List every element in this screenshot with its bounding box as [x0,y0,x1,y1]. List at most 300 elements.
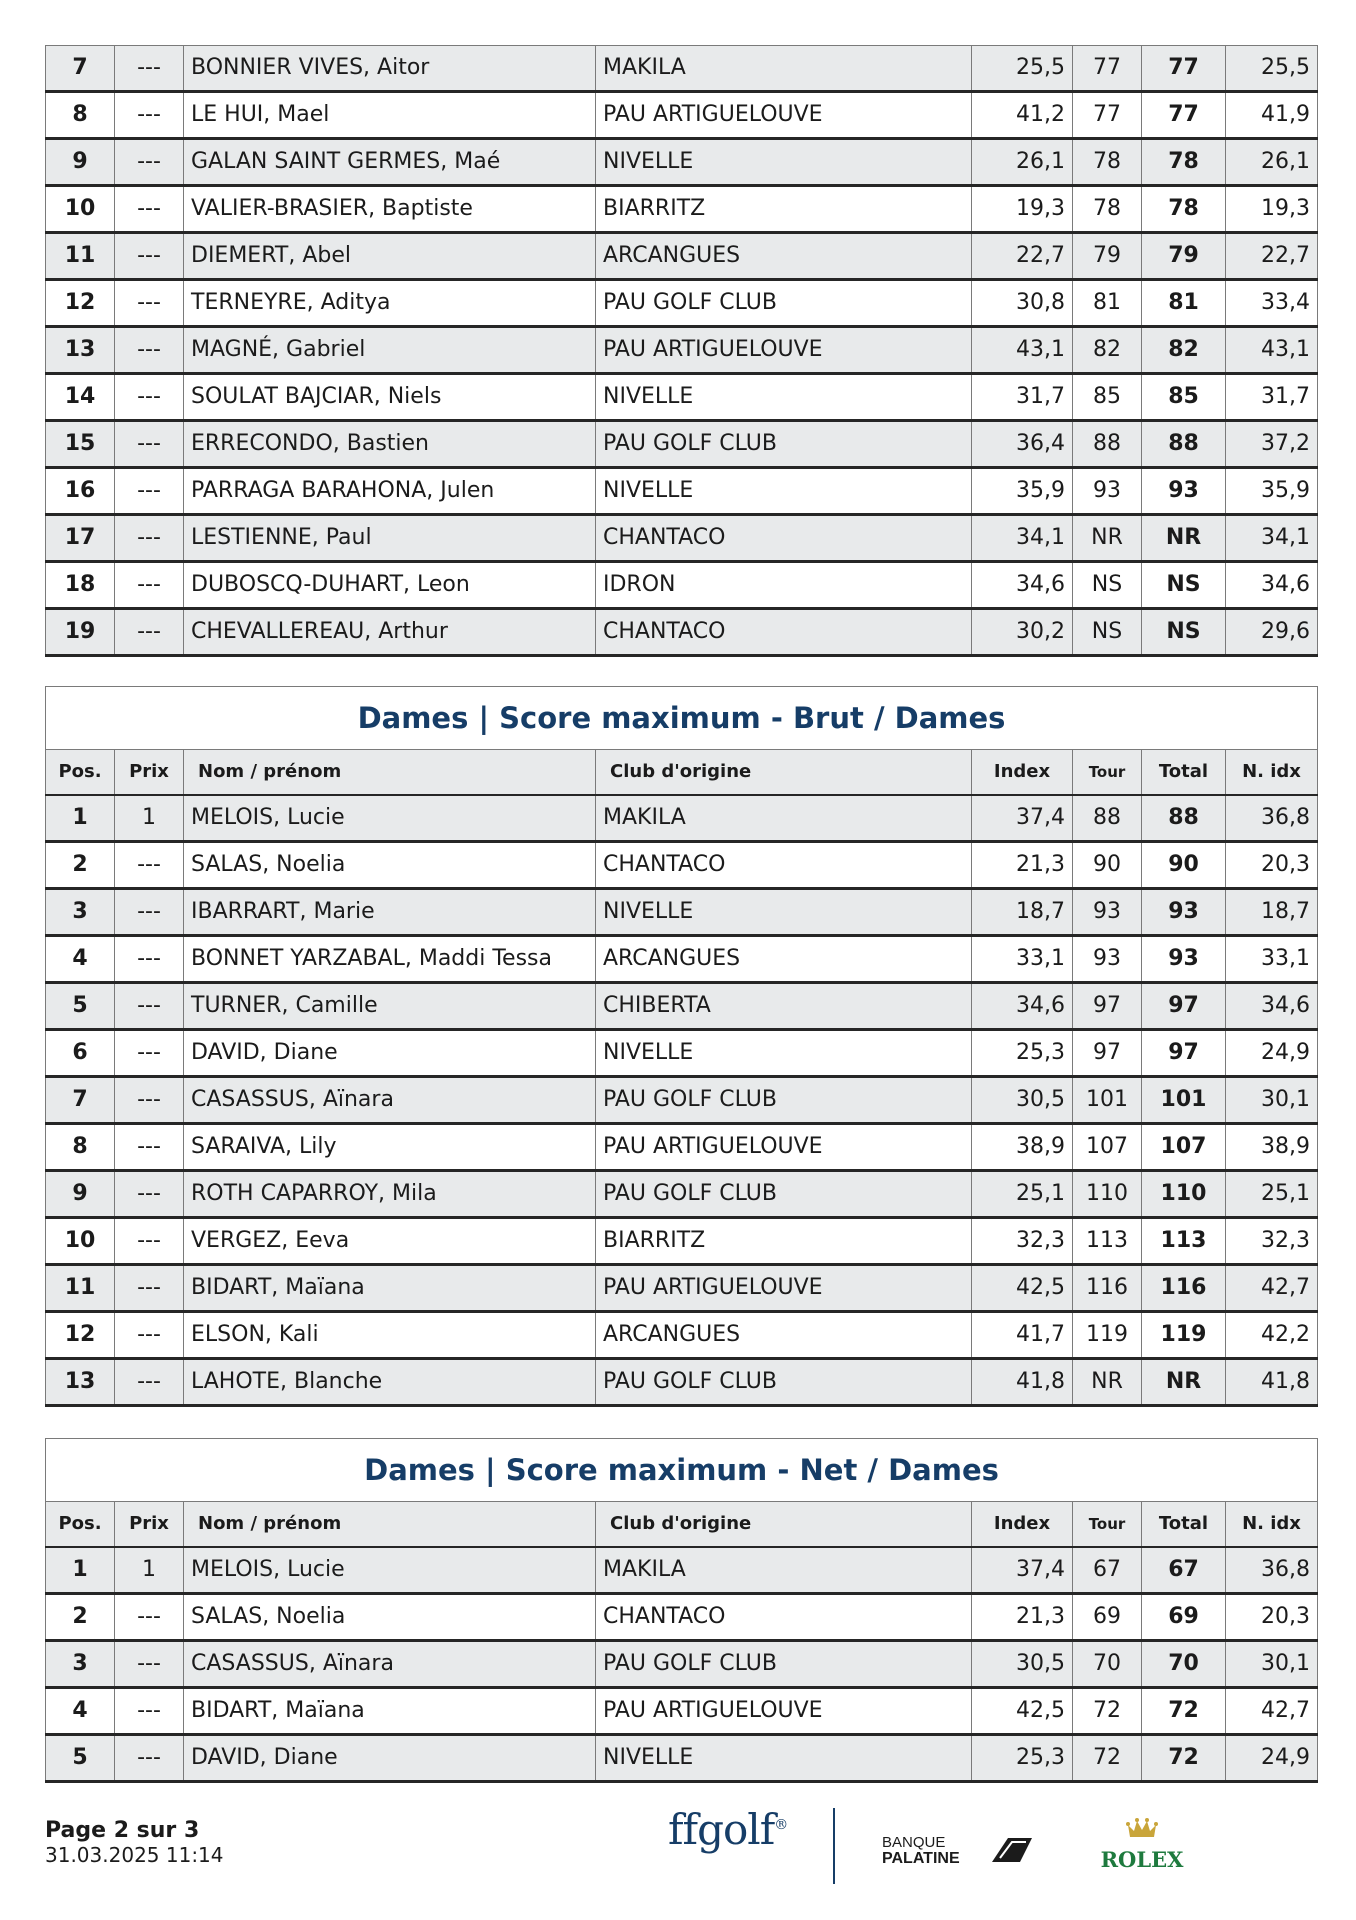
table-row [46,139,1318,186]
cell-nidx: 26,1 [1226,139,1318,186]
cell-pos: 12 [46,280,115,327]
cell-nidx: 37,2 [1226,421,1318,468]
cell-club: BIARRITZ [596,186,972,233]
cell-total: 78 [1142,186,1226,233]
cell-total: 81 [1142,280,1226,327]
cell-index: 37,4 [972,795,1073,842]
table-row [46,233,1318,280]
cell-pos: 10 [46,1218,115,1265]
cell-total: 72 [1142,1688,1226,1735]
cell-name: MAGNÉ, Gabriel [184,327,596,374]
cell-tour: 116 [1073,1265,1142,1312]
cell-prix: --- [115,1265,184,1312]
cell-prix: --- [115,1124,184,1171]
cell-pos: 1 [46,795,115,842]
cell-index: 33,1 [972,936,1073,983]
cell-club: PAU ARTIGUELOUVE [596,1124,972,1171]
cell-pos: 7 [46,1077,115,1124]
cell-club: PAU ARTIGUELOUVE [596,1265,972,1312]
rolex-crown-icon [1128,1821,1156,1837]
cell-index: 37,4 [972,1547,1073,1594]
cell-pos: 7 [46,46,115,92]
cell-total: 67 [1142,1547,1226,1594]
cell-tour: 93 [1073,936,1142,983]
cell-prix: --- [115,1594,184,1641]
cell-name: SOULAT BAJCIAR, Niels [184,374,596,421]
cell-nidx: 20,3 [1226,842,1318,889]
cell-total: 116 [1142,1265,1226,1312]
cell-pos: 11 [46,233,115,280]
cell-name: ELSON, Kali [184,1312,596,1359]
cell-club: NIVELLE [596,468,972,515]
cell-nidx: 35,9 [1226,468,1318,515]
table-row [46,280,1318,327]
cell-total: 90 [1142,842,1226,889]
cell-nidx: 34,1 [1226,515,1318,562]
cell-total: 77 [1142,92,1226,139]
cell-name: GALAN SAINT GERMES, Maé [184,139,596,186]
cell-index: 31,7 [972,374,1073,421]
palatine-line-2: PALATINE [882,1850,960,1867]
cell-name: SALAS, Noelia [184,1594,596,1641]
cell-total: NS [1142,562,1226,609]
cell-tour: 78 [1073,139,1142,186]
cell-index: 41,8 [972,1359,1073,1406]
cell-tour: 97 [1073,1030,1142,1077]
col-header-index: Index [972,1502,1073,1548]
table-row [46,374,1318,421]
cell-nidx: 29,6 [1226,609,1318,656]
table-title: Dames | Score maximum - Net / Dames [46,1439,1318,1502]
cell-club: PAU ARTIGUELOUVE [596,1688,972,1735]
cell-index: 34,1 [972,515,1073,562]
table-row [46,1594,1318,1641]
cell-prix: 1 [115,1547,184,1594]
cell-club: PAU GOLF CLUB [596,1359,972,1406]
cell-tour: NS [1073,609,1142,656]
cell-nidx: 25,1 [1226,1171,1318,1218]
cell-nidx: 31,7 [1226,374,1318,421]
cell-club: ARCANGUES [596,936,972,983]
cell-name: IBARRART, Marie [184,889,596,936]
cell-nidx: 43,1 [1226,327,1318,374]
cell-pos: 8 [46,92,115,139]
cell-club: PAU GOLF CLUB [596,1077,972,1124]
cell-prix: 1 [115,795,184,842]
cell-nidx: 19,3 [1226,186,1318,233]
cell-nidx: 30,1 [1226,1077,1318,1124]
cell-club: PAU ARTIGUELOUVE [596,327,972,374]
cell-total: 72 [1142,1735,1226,1782]
cell-total: 93 [1142,936,1226,983]
cell-pos: 13 [46,327,115,374]
cell-nidx: 38,9 [1226,1124,1318,1171]
table-row [46,562,1318,609]
cell-club: PAU ARTIGUELOUVE [596,92,972,139]
cell-pos: 14 [46,374,115,421]
cell-prix: --- [115,936,184,983]
cell-prix: --- [115,515,184,562]
cell-club: NIVELLE [596,1030,972,1077]
cell-tour: 70 [1073,1641,1142,1688]
col-header-club: Club d'origine [596,750,972,796]
cell-tour: 119 [1073,1312,1142,1359]
cell-pos: 19 [46,609,115,656]
table-row [46,609,1318,656]
cell-prix: --- [115,1312,184,1359]
table-row [46,1077,1318,1124]
cell-pos: 18 [46,562,115,609]
cell-name: SALAS, Noelia [184,842,596,889]
cell-prix: --- [115,1218,184,1265]
rolex-wordmark: ROLEX [1100,1847,1184,1872]
cell-index: 25,3 [972,1735,1073,1782]
col-header-nidx: N. idx [1226,1502,1318,1548]
cell-tour: 81 [1073,280,1142,327]
cell-nidx: 18,7 [1226,889,1318,936]
cell-pos: 4 [46,936,115,983]
cell-total: 82 [1142,327,1226,374]
cell-index: 42,5 [972,1688,1073,1735]
cell-index: 25,3 [972,1030,1073,1077]
cell-pos: 5 [46,983,115,1030]
cell-nidx: 32,3 [1226,1218,1318,1265]
cell-index: 22,7 [972,233,1073,280]
results-table-net [45,1438,1318,1783]
cell-total: 113 [1142,1218,1226,1265]
cell-tour: 78 [1073,186,1142,233]
cell-name: CASASSUS, Aïnara [184,1077,596,1124]
cell-pos: 10 [46,186,115,233]
cell-name: TERNEYRE, Aditya [184,280,596,327]
print-date: 31.03.2025 11:14 [45,1843,224,1867]
cell-tour: NS [1073,562,1142,609]
cell-club: NIVELLE [596,1735,972,1782]
cell-total: 93 [1142,889,1226,936]
cell-total: 88 [1142,795,1226,842]
cell-tour: 90 [1073,842,1142,889]
ffgolf-logo-text: ffgolf [668,1805,775,1854]
cell-total: 93 [1142,468,1226,515]
cell-index: 42,5 [972,1265,1073,1312]
cell-tour: 72 [1073,1688,1142,1735]
cell-club: IDRON [596,562,972,609]
cell-tour: 82 [1073,327,1142,374]
cell-prix: --- [115,139,184,186]
cell-nidx: 33,4 [1226,280,1318,327]
col-header-club: Club d'origine [596,1502,972,1548]
cell-nidx: 42,7 [1226,1265,1318,1312]
cell-index: 30,5 [972,1077,1073,1124]
col-header-tour: Tour [1073,1502,1142,1548]
cell-name: LAHOTE, Blanche [184,1359,596,1406]
col-header-pos: Pos. [46,750,115,796]
cell-nidx: 41,9 [1226,92,1318,139]
table-row [46,1265,1318,1312]
cell-prix: --- [115,1030,184,1077]
cell-index: 35,9 [972,468,1073,515]
cell-pos: 16 [46,468,115,515]
cell-club: CHANTACO [596,1594,972,1641]
cell-pos: 6 [46,1030,115,1077]
cell-name: SARAIVA, Lily [184,1124,596,1171]
cell-tour: 77 [1073,92,1142,139]
cell-name: ERRECONDO, Bastien [184,421,596,468]
cell-total: 85 [1142,374,1226,421]
cell-index: 41,2 [972,92,1073,139]
cell-total: NR [1142,515,1226,562]
cell-tour: NR [1073,1359,1142,1406]
cell-index: 34,6 [972,983,1073,1030]
col-header-nidx: N. idx [1226,750,1318,796]
cell-pos: 3 [46,889,115,936]
cell-pos: 1 [46,1547,115,1594]
cell-name: BIDART, Maïana [184,1265,596,1312]
cell-pos: 15 [46,421,115,468]
cell-club: PAU GOLF CLUB [596,421,972,468]
cell-club: ARCANGUES [596,233,972,280]
col-header-prix: Prix [115,750,184,796]
cell-club: NIVELLE [596,374,972,421]
cell-tour: 110 [1073,1171,1142,1218]
cell-pos: 13 [46,1359,115,1406]
cell-nidx: 25,5 [1226,46,1318,92]
cell-index: 25,5 [972,46,1073,92]
table-row [46,327,1318,374]
cell-tour: 113 [1073,1218,1142,1265]
table-row [46,1030,1318,1077]
logo-divider [833,1808,835,1884]
cell-pos: 2 [46,842,115,889]
cell-name: BIDART, Maïana [184,1688,596,1735]
table-row [46,936,1318,983]
cell-pos: 4 [46,1688,115,1735]
col-header-pos: Pos. [46,1502,115,1548]
cell-nidx: 42,2 [1226,1312,1318,1359]
table-row [46,842,1318,889]
cell-tour: NR [1073,515,1142,562]
cell-prix: --- [115,609,184,656]
cell-tour: 93 [1073,468,1142,515]
cell-tour: 79 [1073,233,1142,280]
cell-prix: --- [115,842,184,889]
cell-club: MAKILA [596,795,972,842]
cell-prix: --- [115,1171,184,1218]
cell-club: CHANTACO [596,609,972,656]
table-row [46,1124,1318,1171]
table-row [46,983,1318,1030]
col-header-prix: Prix [115,1502,184,1548]
cell-tour: 72 [1073,1735,1142,1782]
cell-tour: 67 [1073,1547,1142,1594]
col-header-name: Nom / prénom [184,1502,596,1548]
cell-prix: --- [115,1735,184,1782]
cell-tour: 88 [1073,795,1142,842]
cell-total: 97 [1142,983,1226,1030]
cell-club: NIVELLE [596,889,972,936]
cell-prix: --- [115,46,184,92]
cell-name: MELOIS, Lucie [184,1547,596,1594]
cell-total: 101 [1142,1077,1226,1124]
col-header-index: Index [972,750,1073,796]
cell-index: 18,7 [972,889,1073,936]
palatine-line-1: BANQUE [882,1834,946,1851]
cell-nidx: 20,3 [1226,1594,1318,1641]
cell-index: 30,2 [972,609,1073,656]
cell-index: 38,9 [972,1124,1073,1171]
cell-prix: --- [115,233,184,280]
table-row [46,46,1318,92]
banque-palatine-logo [880,1830,1035,1870]
cell-index: 30,8 [972,280,1073,327]
results-table-continued [45,45,1318,657]
cell-tour: 97 [1073,983,1142,1030]
cell-tour: 101 [1073,1077,1142,1124]
cell-club: MAKILA [596,46,972,92]
table-title: Dames | Score maximum - Brut / Dames [46,687,1318,750]
results-table-brut [45,686,1318,1407]
col-header-total: Total [1142,1502,1226,1548]
cell-name: ROTH CAPARROY, Mila [184,1171,596,1218]
cell-nidx: 30,1 [1226,1641,1318,1688]
cell-name: BONNIER VIVES, Aitor [184,46,596,92]
table-row [46,1359,1318,1406]
table-row [46,92,1318,139]
col-header-total: Total [1142,750,1226,796]
col-header-tour: Tour [1073,750,1142,796]
cell-prix: --- [115,1359,184,1406]
cell-total: 107 [1142,1124,1226,1171]
cell-index: 19,3 [972,186,1073,233]
cell-prix: --- [115,889,184,936]
table-row [46,1735,1318,1782]
cell-total: 97 [1142,1030,1226,1077]
cell-total: 88 [1142,421,1226,468]
cell-tour: 85 [1073,374,1142,421]
cell-name: CHEVALLEREAU, Arthur [184,609,596,656]
cell-total: 119 [1142,1312,1226,1359]
cell-tour: 69 [1073,1594,1142,1641]
ffgolf-logo: ffgolf® [668,1805,788,1854]
page-number: Page 2 sur 3 [45,1818,200,1843]
cell-index: 32,3 [972,1218,1073,1265]
table-row [46,1218,1318,1265]
cell-name: DAVID, Diane [184,1030,596,1077]
cell-nidx: 33,1 [1226,936,1318,983]
cell-total: 79 [1142,233,1226,280]
cell-name: DUBOSCQ-DUHART, Leon [184,562,596,609]
cell-club: MAKILA [596,1547,972,1594]
cell-club: CHIBERTA [596,983,972,1030]
cell-name: BONNET YARZABAL, Maddi Tessa [184,936,596,983]
cell-club: NIVELLE [596,139,972,186]
cell-pos: 2 [46,1594,115,1641]
cell-tour: 107 [1073,1124,1142,1171]
cell-prix: --- [115,327,184,374]
cell-prix: --- [115,92,184,139]
cell-name: DAVID, Diane [184,1735,596,1782]
cell-pos: 11 [46,1265,115,1312]
table-row [46,1171,1318,1218]
cell-total: 69 [1142,1594,1226,1641]
col-header-name: Nom / prénom [184,750,596,796]
cell-index: 26,1 [972,139,1073,186]
cell-prix: --- [115,374,184,421]
cell-pos: 12 [46,1312,115,1359]
cell-club: CHANTACO [596,842,972,889]
cell-name: LE HUI, Mael [184,92,596,139]
cell-club: ARCANGUES [596,1312,972,1359]
cell-prix: --- [115,562,184,609]
table-row [46,889,1318,936]
cell-nidx: 24,9 [1226,1735,1318,1782]
cell-index: 30,5 [972,1641,1073,1688]
cell-total: NS [1142,609,1226,656]
cell-prix: --- [115,468,184,515]
cell-pos: 9 [46,139,115,186]
cell-nidx: 34,6 [1226,983,1318,1030]
cell-index: 34,6 [972,562,1073,609]
cell-name: CASASSUS, Aïnara [184,1641,596,1688]
cell-name: MELOIS, Lucie [184,795,596,842]
cell-prix: --- [115,1077,184,1124]
cell-tour: 88 [1073,421,1142,468]
cell-index: 43,1 [972,327,1073,374]
cell-name: LESTIENNE, Paul [184,515,596,562]
cell-tour: 77 [1073,46,1142,92]
rolex-logo [1092,1815,1192,1875]
cell-pos: 9 [46,1171,115,1218]
cell-name: PARRAGA BARAHONA, Julen [184,468,596,515]
cell-index: 21,3 [972,1594,1073,1641]
cell-name: VERGEZ, Eeva [184,1218,596,1265]
cell-pos: 8 [46,1124,115,1171]
cell-name: DIEMERT, Abel [184,233,596,280]
cell-total: NR [1142,1359,1226,1406]
cell-pos: 17 [46,515,115,562]
cell-nidx: 34,6 [1226,562,1318,609]
cell-total: 78 [1142,139,1226,186]
cell-index: 25,1 [972,1171,1073,1218]
cell-prix: --- [115,1688,184,1735]
cell-prix: --- [115,186,184,233]
cell-index: 21,3 [972,842,1073,889]
cell-nidx: 22,7 [1226,233,1318,280]
cell-index: 41,7 [972,1312,1073,1359]
table-row [46,1547,1318,1594]
table-row [46,1312,1318,1359]
cell-tour: 93 [1073,889,1142,936]
table-row [46,186,1318,233]
cell-nidx: 36,8 [1226,795,1318,842]
cell-nidx: 24,9 [1226,1030,1318,1077]
cell-name: VALIER-BRASIER, Baptiste [184,186,596,233]
cell-nidx: 36,8 [1226,1547,1318,1594]
table-row [46,795,1318,842]
cell-total: 70 [1142,1641,1226,1688]
cell-prix: --- [115,983,184,1030]
cell-total: 77 [1142,46,1226,92]
cell-prix: --- [115,280,184,327]
table-row [46,515,1318,562]
table-row [46,1641,1318,1688]
cell-nidx: 41,8 [1226,1359,1318,1406]
cell-club: BIARRITZ [596,1218,972,1265]
cell-club: CHANTACO [596,515,972,562]
cell-pos: 3 [46,1641,115,1688]
cell-name: TURNER, Camille [184,983,596,1030]
cell-prix: --- [115,421,184,468]
